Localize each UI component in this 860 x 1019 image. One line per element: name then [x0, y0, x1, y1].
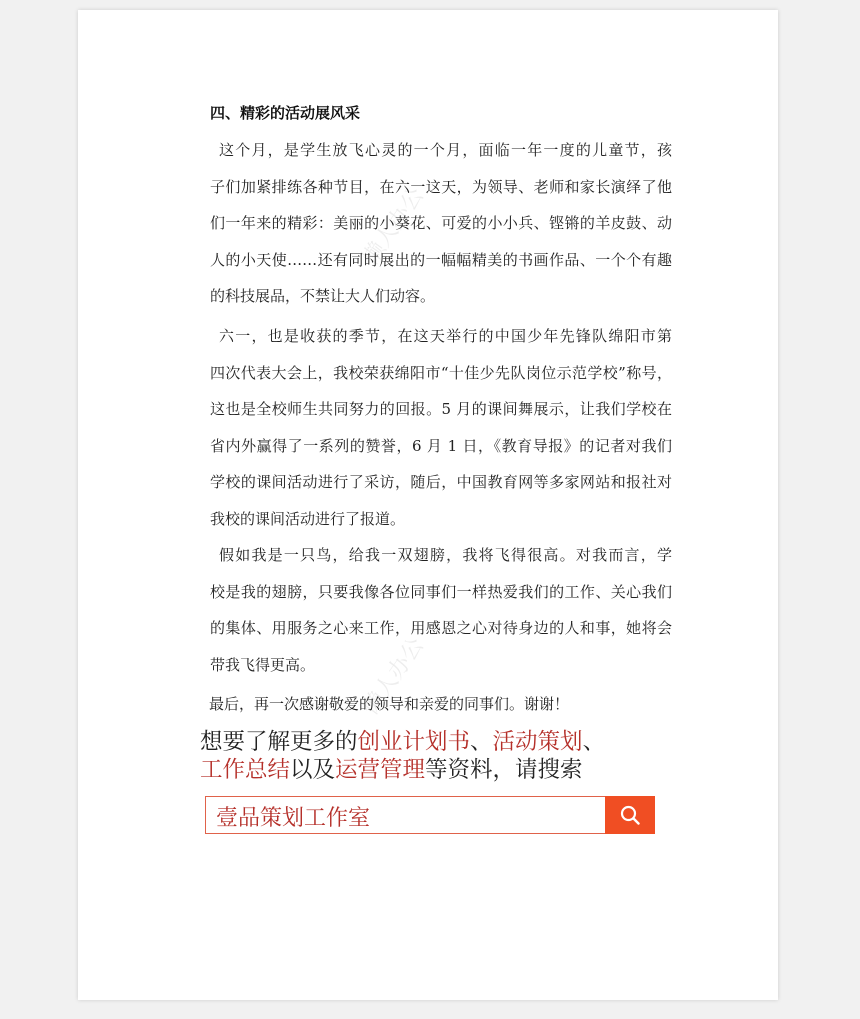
paragraph-line: 子们加紧排练各种节目，在六一这天，为领导、老师和家长演绎了他 [210, 177, 672, 196]
paragraph-line: 假如我是一只鸟，给我一双翅膀，我将飞得很高。对我而言，学 [219, 546, 672, 564]
document-page [78, 10, 778, 1000]
promo-link-work-summary[interactable]: 工作总结 [200, 757, 291, 783]
watermark: 懒人办公 [358, 183, 430, 270]
paragraph-line: 的集体、用服务之心来工作，用感恩之心对待身边的人和事，她将会 [210, 619, 672, 638]
section-heading: 四、精彩的活动展风采 [210, 104, 361, 122]
paragraph-line: 学校的课间活动进行了采访，随后，中国教育网等多家网站和报社对 [210, 473, 672, 492]
paragraph-line: 这个月，是学生放飞心灵的一个月，面临一年一度的儿童节，孩 [219, 141, 672, 159]
paragraph-line: 我校的课间活动进行了报道。 [210, 510, 406, 528]
search-button[interactable] [605, 796, 655, 834]
paragraph-line: 们一年来的精彩：美丽的小葵花、可爱的小小兵、铿锵的羊皮鼓、动 [210, 214, 672, 233]
search-input[interactable]: 壹品策划工作室 [216, 806, 371, 831]
search-box[interactable] [205, 796, 655, 834]
promo-text-part: 以及 [290, 757, 336, 783]
paragraph-line: 省内外赢得了一系列的赞誉，6 月 1 日，《教育导报》的记者对我们 [210, 436, 672, 455]
promo-text-part: 想要了解更多的 [200, 729, 358, 755]
paragraph-line: 四次代表大会上，我校荣获绵阳市“十佳少先队岗位示范学校”称号， [210, 363, 672, 382]
promo-text [200, 728, 605, 784]
promo-link-operations[interactable]: 运营管理 [335, 757, 426, 783]
promo-text-part: 、 [470, 729, 493, 755]
promo-link-event-planning[interactable]: 活动策划 [492, 729, 583, 755]
paragraph-line: 的科技展品，不禁让大人们动容。 [210, 287, 436, 306]
search-icon [619, 804, 641, 826]
paragraph-line: 这也是全校师生共同努力的回报。5 月的课间舞展示，让我们学校在 [210, 400, 672, 419]
watermark: 懒人办公 [358, 633, 430, 720]
paragraph-line: 带我飞得更高。 [210, 655, 316, 674]
promo-text-part: 、 [582, 729, 606, 755]
paragraph-line: 校是我的翅膀，只要我像各位同事们一样热爱我们的工作、关心我们 [210, 582, 672, 601]
closing-line: 最后，再一次感谢敬爱的领导和亲爱的同事们。谢谢！ [209, 695, 570, 713]
paragraph-line: 人的小天使……还有同时展出的一幅幅精美的书画作品、一个个有趣 [210, 250, 672, 269]
promo-link-business-plan[interactable]: 创业计划书 [357, 729, 471, 755]
promo-text-part: 等资料，请搜索 [425, 757, 583, 783]
paragraph-line: 六一，也是收获的季节，在这天举行的中国少年先锋队绵阳市第 [219, 327, 672, 345]
